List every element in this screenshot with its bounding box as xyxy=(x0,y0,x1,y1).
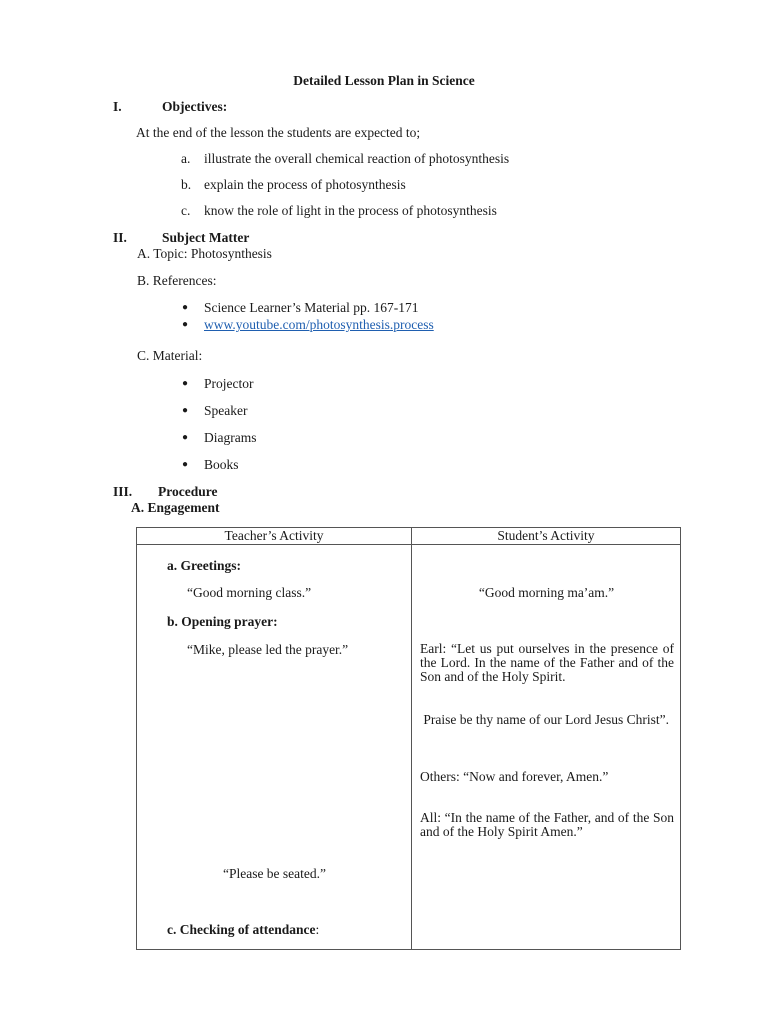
reference-link[interactable]: www.youtube.com/photosynthesis.process xyxy=(204,317,434,332)
attendance-heading: c. Checking of attendance xyxy=(167,922,316,937)
objectives-intro: At the end of the lesson the students are expected to; xyxy=(136,125,421,140)
student-others: Others: “Now and forever, Amen.” xyxy=(420,769,609,784)
bullet-icon: ● xyxy=(182,319,189,330)
attendance-colon: : xyxy=(315,922,320,937)
objective-letter-b: b. xyxy=(181,177,192,192)
bullet-icon: ● xyxy=(182,302,189,313)
material-item: Projector xyxy=(204,376,254,391)
subject-numeral: II. xyxy=(113,230,127,245)
procedure-numeral: III. xyxy=(113,484,133,499)
teacher-prayer: “Mike, please led the prayer.” xyxy=(187,642,349,657)
bullet-icon: ● xyxy=(182,459,189,470)
subject-heading: Subject Matter xyxy=(162,230,250,245)
student-activity-cell xyxy=(412,545,681,950)
objective-letter-a: a. xyxy=(181,151,191,166)
bullet-icon: ● xyxy=(182,432,189,443)
teacher-seated: “Please be seated.” xyxy=(222,866,327,881)
objective-b: explain the process of photosynthesis xyxy=(204,177,406,192)
material-label: C. Material: xyxy=(137,348,203,363)
teacher-greeting: “Good morning class.” xyxy=(187,585,312,600)
material-item: Books xyxy=(204,457,239,472)
material-item: Diagrams xyxy=(204,430,257,445)
procedure-heading: Procedure xyxy=(158,484,218,499)
bullet-icon: ● xyxy=(182,378,189,389)
references-label: B. References: xyxy=(137,273,217,288)
student-all: All: “In the name of the Father, and of the Son and of the Holy Spirit Amen.” xyxy=(420,810,674,839)
student-earl-prayer: Earl: “Let us put ourselves in the presence of the Lord. In the name of the Father and of the Son and of the Holy Spirit. xyxy=(420,641,674,684)
objectives-heading: Objectives: xyxy=(162,99,228,114)
greetings-heading: a. Greetings: xyxy=(167,558,241,573)
bullet-icon: ● xyxy=(182,405,189,416)
document-title: Detailed Lesson Plan in Science xyxy=(293,73,475,88)
reference-book: Science Learner’s Material pp. 167-171 xyxy=(204,300,419,315)
objective-c: know the role of light in the process of photosynthesis xyxy=(204,203,497,218)
objective-letter-c: c. xyxy=(181,203,191,218)
topic-line: A. Topic: Photosynthesis xyxy=(137,246,272,261)
student-activity-header: Student’s Activity xyxy=(412,528,681,545)
objective-a: illustrate the overall chemical reaction of photosynthesis xyxy=(204,151,510,166)
engagement-heading: A. Engagement xyxy=(131,500,220,515)
prayer-heading: b. Opening prayer: xyxy=(167,614,278,629)
attendance-line xyxy=(167,923,319,937)
objectives-numeral: I. xyxy=(113,99,122,114)
student-greeting: “Good morning ma’am.” xyxy=(478,585,615,600)
student-praise: Praise be thy name of our Lord Jesus Christ”. xyxy=(420,712,669,727)
teacher-activity-cell xyxy=(137,545,412,950)
teacher-activity-header: Teacher’s Activity xyxy=(137,528,412,545)
activity-table xyxy=(136,527,681,950)
material-item: Speaker xyxy=(204,403,248,418)
